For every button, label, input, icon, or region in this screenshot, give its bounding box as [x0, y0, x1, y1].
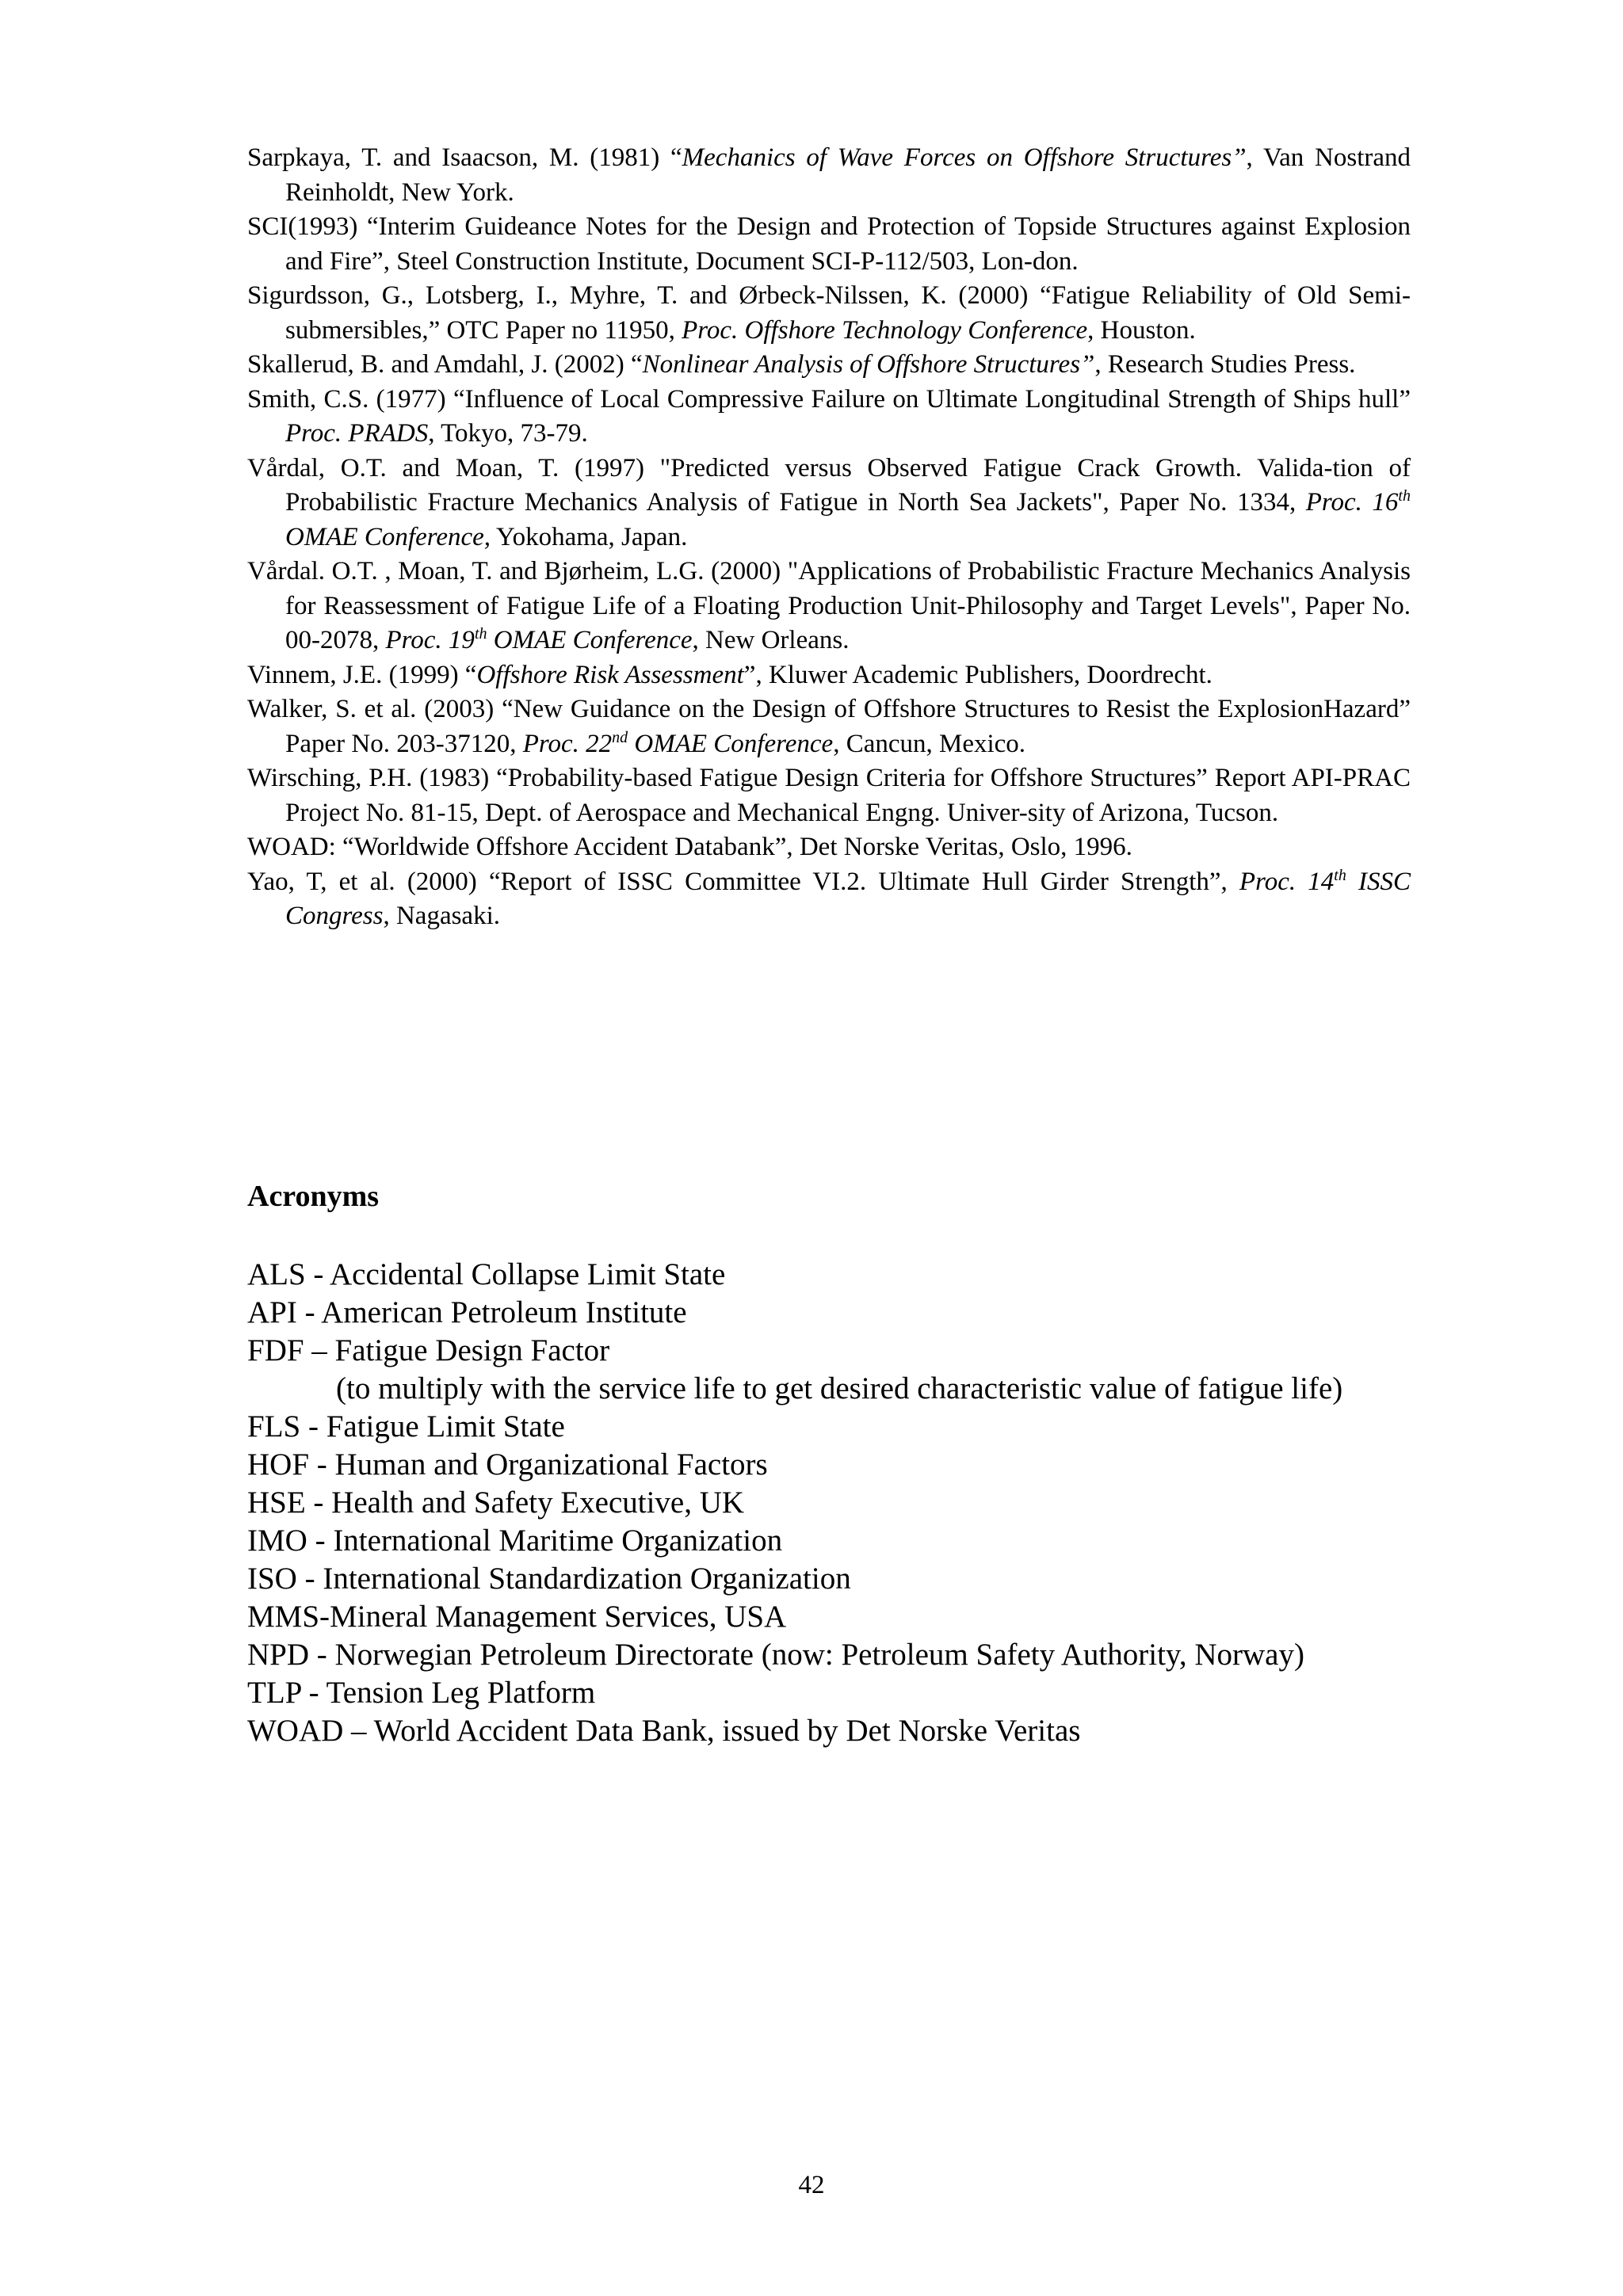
- acronyms-list: [247, 1256, 1388, 1750]
- acronym-fdf-note: (to multiply with the service life to get desired characteristic value of fatigue life): [336, 1371, 1343, 1405]
- acronym-api: API - American Petroleum Institute: [247, 1295, 687, 1329]
- references-list: [247, 141, 1411, 934]
- reference-vardal-1997: Vårdal, O.T. and Moan, T. (1997) "Predicted versus Observed Fatigue Crack Growth. Valida-tion of Probabilistic Fracture Mechanics Analysis of Fatigue in North Sea Jackets", Paper No. 1334, Proc. 16th OMAE Conference, Yokohama, Japan.: [247, 453, 1411, 551]
- reference-woad: WOAD: “Worldwide Offshore Accident Databank”, Det Norske Veritas, Oslo, 1996.: [247, 833, 1132, 861]
- acronym-imo: IMO - International Maritime Organization: [247, 1524, 783, 1558]
- reference-sigurdsson: Sigurdsson, G., Lotsberg, I., Myhre, T. and Ørbeck-Nilssen, K. (2000) “Fatigue Reliability of Old Semi-submersibles,” OTC Paper no 11950, Proc. Offshore Technology Conference, Houston.: [247, 281, 1411, 345]
- reference-sci: SCI(1993) “Interim Guideance Notes for the Design and Protection of Topside Structures against Explosion and Fire”, Steel Construction Institute, Document SCI-P-112/503, Lon-don.: [247, 212, 1411, 276]
- reference-yao: Yao, T, et al. (2000) “Report of ISSC Committee VI.2. Ultimate Hull Girder Strength”, Proc. 14th ISSC Congress, Nagasaki.: [247, 866, 1411, 930]
- page-number: 42: [798, 2171, 825, 2199]
- acronym-npd: NPD - Norwegian Petroleum Directorate (now: Petroleum Safety Authority, Norway): [247, 1638, 1304, 1672]
- reference-wirsching: Wirsching, P.H. (1983) “Probability-based Fatigue Design Criteria for Offshore Structures” Report API-PRAC Project No. 81-15, Dept. of Aerospace and Mechanical Engng. Univer-sity of Arizona, Tucson.: [247, 764, 1411, 827]
- acronym-fls: FLS - Fatigue Limit State: [247, 1409, 565, 1444]
- acronyms-heading: Acronyms: [247, 1180, 380, 1213]
- acronym-hof: HOF - Human and Organizational Factors: [247, 1447, 768, 1482]
- acronym-iso: ISO - International Standardization Organization: [247, 1562, 851, 1596]
- reference-vinnem: Vinnem, J.E. (1999) “Offshore Risk Assessment”, Kluwer Academic Publishers, Doordrecht.: [247, 660, 1212, 689]
- acronym-fdf: FDF – Fatigue Design Factor: [247, 1333, 610, 1367]
- acronym-als: ALS - Accidental Collapse Limit State: [247, 1257, 726, 1291]
- acronym-tlp: TLP - Tension Leg Platform: [247, 1676, 596, 1710]
- reference-vardal-2000: Vårdal. O.T. , Moan, T. and Bjørheim, L.G. (2000) "Applications of Probabilistic Fracture Mechanics Analysis for Reassessment of Fatigue Life of a Floating Production Unit-Philosophy and Target Levels", Paper No. 00-2078, Proc. 19th OMAE Conference, New Orleans.: [247, 557, 1411, 654]
- reference-sarpkaya: Sarpkaya, T. and Isaacson, M. (1981) “Mechanics of Wave Forces on Offshore Structures”, Van Nostrand Reinholdt, New York.: [247, 143, 1411, 207]
- acronym-mms: MMS-Mineral Management Services, USA: [247, 1600, 787, 1634]
- acronym-hse: HSE - Health and Safety Executive, UK: [247, 1486, 745, 1520]
- reference-smith: Smith, C.S. (1977) “Influence of Local Compressive Failure on Ultimate Longitudinal Strength of Ships hull” Proc. PRADS, Tokyo, 73-79.: [247, 384, 1411, 448]
- acronym-woad: WOAD – World Accident Data Bank, issued by Det Norske Veritas: [247, 1714, 1081, 1748]
- reference-skallerud: Skallerud, B. and Amdahl, J. (2002) “Nonlinear Analysis of Offshore Structures”, Research Studies Press.: [247, 350, 1356, 379]
- reference-walker: Walker, S. et al. (2003) “New Guidance on the Design of Offshore Structures to Resist the ExplosionHazard” Paper No. 203-37120, Proc. 22nd OMAE Conference, Cancun, Mexico.: [247, 695, 1411, 758]
